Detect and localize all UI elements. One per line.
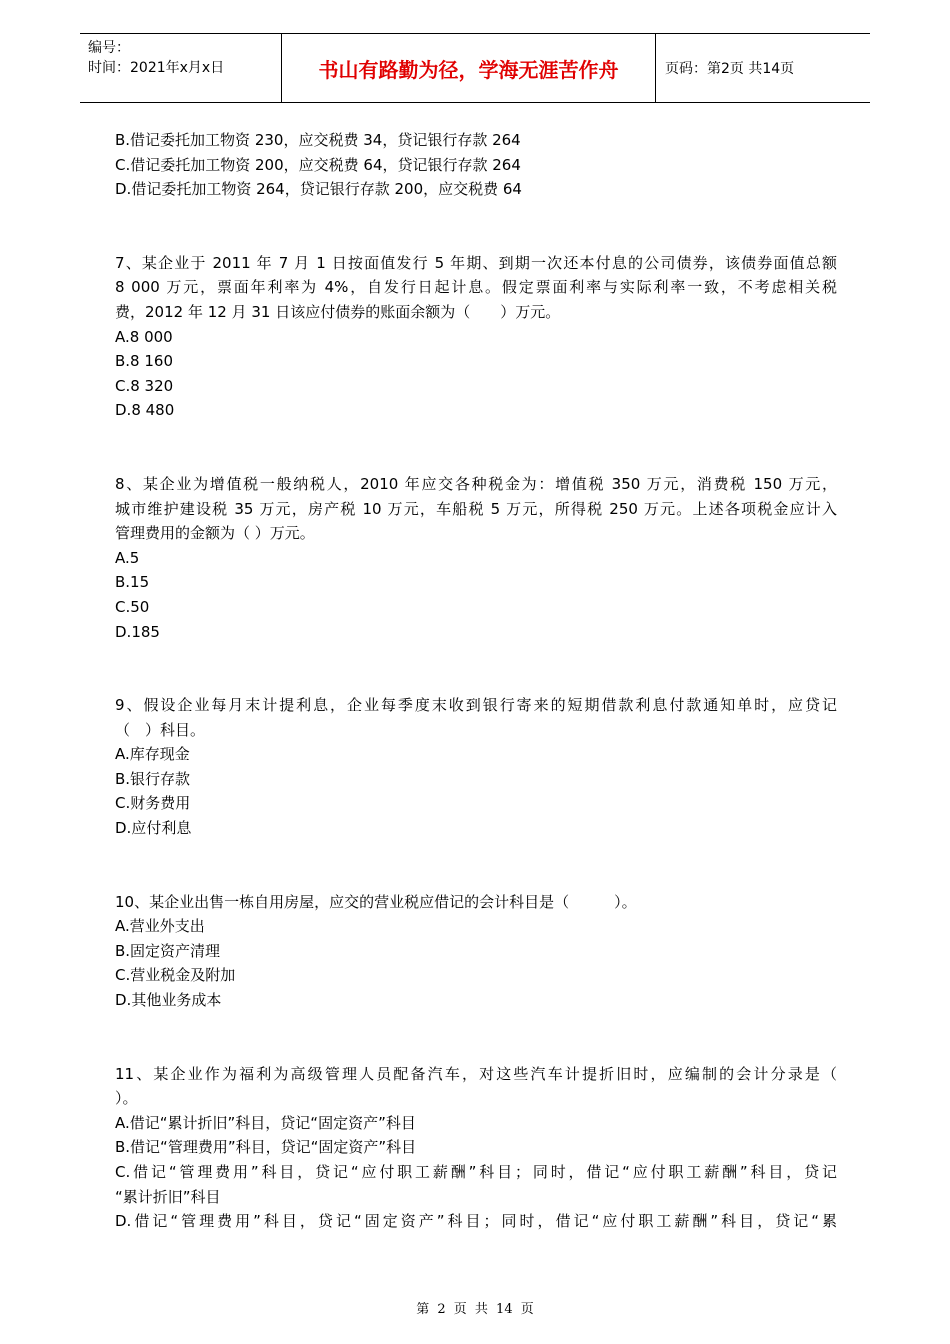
time-label: 时间：2021年x月x日 bbox=[88, 60, 225, 76]
question-content bbox=[115, 128, 837, 1234]
option-line: B.8 160 bbox=[115, 352, 174, 371]
serial-label: 编号： bbox=[88, 40, 130, 56]
option-line: D.其他业务成本 bbox=[115, 991, 222, 1010]
page-footer: 第 2 页 共 14 页 bbox=[416, 1302, 534, 1317]
question-line: 11、某企业作为福利为高级管理人员配备汽车，对这些汽车计提折旧时，应编制的会计分录是（ bbox=[115, 1064, 837, 1083]
option-line: A.8 000 bbox=[115, 327, 173, 346]
option-line: A.5 bbox=[115, 548, 140, 567]
question-line: 10、某企业出售一栋自用房屋，应交的营业税应借记的会计科目是（ ）。 bbox=[115, 892, 637, 911]
question-8 bbox=[115, 472, 837, 644]
previous-question-options bbox=[115, 128, 837, 202]
question-line: 7、某企业于 2011 年 7 月 1 日按面值发行 5 年期、到期一次还本付息的公司债券，该债券面值总额 bbox=[115, 253, 837, 272]
option-line: D.应付利息 bbox=[115, 819, 192, 838]
option-line: B.借记委托加工物资 230，应交税费 34，贷记银行存款 264 bbox=[115, 131, 521, 149]
option-line: A.借记“累计折旧”科目，贷记“固定资产”科目 bbox=[115, 1113, 416, 1132]
question-11 bbox=[115, 1062, 837, 1234]
option-line: B.银行存款 bbox=[115, 769, 191, 788]
option-line: C.借记委托加工物资 200，应交税费 64，贷记银行存款 264 bbox=[115, 155, 521, 174]
question-line: ）。 bbox=[115, 1089, 138, 1108]
question-line: 管理费用的金额为（ ）万元。 bbox=[115, 524, 315, 543]
question-7 bbox=[115, 251, 837, 423]
question-line: （ ）科目。 bbox=[115, 720, 206, 739]
header-page bbox=[655, 34, 880, 102]
option-line: A.营业外支出 bbox=[115, 917, 205, 936]
option-line: A.库存现金 bbox=[115, 745, 190, 764]
option-line: C.借记“管理费用”科目，贷记“应付职工薪酬”科目；同时，借记“应付职工薪酬”科目，贷记 bbox=[115, 1163, 837, 1181]
question-10 bbox=[115, 890, 837, 1013]
option-line: D.8 480 bbox=[115, 401, 175, 420]
option-line: C.8 320 bbox=[115, 376, 174, 395]
motto-text: 书山有路勤为径，学海无涯苦作舟 bbox=[318, 57, 619, 82]
option-line: D.185 bbox=[115, 622, 160, 641]
option-line: B.借记“管理费用”科目，贷记“固定资产”科目 bbox=[115, 1138, 417, 1157]
option-line: B.15 bbox=[115, 573, 150, 592]
header-motto bbox=[281, 34, 656, 102]
page-label: 页码：第2页 共14页 bbox=[665, 61, 795, 77]
option-line: B.固定资产清理 bbox=[115, 941, 221, 960]
header-meta bbox=[88, 34, 283, 106]
question-line: 9、假设企业每月末计提利息，企业每季度末收到银行寄来的短期借款利息付款通知单时，应贷记 bbox=[115, 696, 837, 715]
page-header bbox=[80, 33, 870, 103]
question-line: 8 000 万元，票面年利率为 4%，自发行日起计息。假定票面利率与实际利率一致，不考虑相关税 bbox=[115, 278, 837, 297]
question-9 bbox=[115, 693, 837, 841]
option-line: C.财务费用 bbox=[115, 794, 191, 813]
option-line: C.50 bbox=[115, 597, 150, 616]
question-line: 费，2012 年 12 月 31 日该应付债券的账面余额为（ ）万元。 bbox=[115, 302, 561, 321]
option-line: “累计折旧”科目 bbox=[115, 1187, 221, 1206]
option-line: D.借记“管理费用”科目，贷记“固定资产”科目；同时，借记“应付职工薪酬”科目，贷记“累 bbox=[115, 1212, 837, 1231]
question-line: 城市维护建设税 35 万元，房产税 10 万元，车船税 5 万元，所得税 250 万元。上述各项税金应计入 bbox=[115, 499, 837, 518]
option-line: D.借记委托加工物资 264，贷记银行存款 200，应交税费 64 bbox=[115, 180, 522, 199]
option-line: C.营业税金及附加 bbox=[115, 966, 236, 985]
question-line: 8、某企业为增值税一般纳税人，2010 年应交各种税金为：增值税 350 万元，消费税 150 万元， bbox=[115, 474, 837, 493]
